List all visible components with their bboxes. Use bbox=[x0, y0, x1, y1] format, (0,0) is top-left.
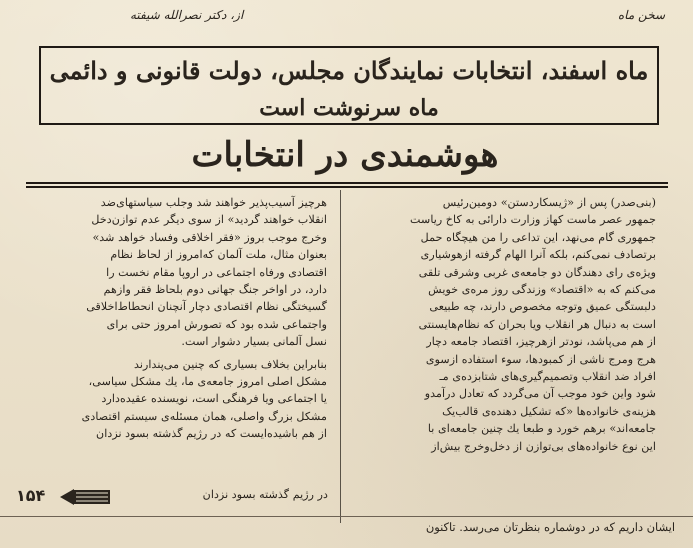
column-divider bbox=[340, 190, 341, 523]
text-line: بنابراین بخلاف بسیاری که چنین می‌پندارند bbox=[133, 357, 327, 371]
text-line: جامعه‌اند» برهم خورد و طبعا یك چنین جامعه‌ای با bbox=[427, 422, 656, 436]
text-line: واجتماعی شده بود که تصورش امروز حتی برای bbox=[106, 317, 327, 331]
text-line: اقتصادی ورفاه اجتماعی در اروپا مقام نخست را bbox=[106, 265, 327, 279]
text-line: دلبستگی عمیق وتوجه مخصوص دارند، چه طبیعی bbox=[429, 300, 656, 314]
text-line: افراد ضد انقلاب وتصمیم‌گیری‌های شتابزده‌ی مـ bbox=[439, 370, 656, 384]
text-line: انقلاب خواهند گردید» از سوی دیگر عدم توازن‌دخل bbox=[91, 213, 327, 227]
text-line: (بنی‌صدر) پس از «ژیسکاردستن» دومین‌رئیس bbox=[442, 196, 656, 209]
text-line: هزینه‌ی خانواده‌ها «که تشکیل دهنده‌ی قالب‌یک bbox=[442, 404, 656, 418]
title-rule-bottom bbox=[26, 186, 668, 188]
text-line: مشکل بزرگ واصلی، همان مسئله‌ی سیستم اقتصادی bbox=[81, 409, 327, 423]
headline-line-1: ماه اسفند، انتخابات نمایندگان مجلس، دولت قانونی و دائمی bbox=[49, 56, 649, 85]
text-line: هرچیز آسیب‌پذیر خواهند شد وجلب سیاستهای‌ضد bbox=[100, 196, 327, 209]
title-rule-top bbox=[26, 182, 668, 184]
headline-box bbox=[39, 46, 659, 125]
text-line: یا اجتماعی ویا فرهنگی است، نویسنده عقیده‌دارد bbox=[101, 392, 327, 406]
text-line: شود واین خود موجب آن می‌گردد که تعادل درآمدو bbox=[424, 387, 656, 401]
text-line: جمهور عصر ماست کهاز وزارت دارائی به کاخ ریاست bbox=[409, 213, 656, 227]
text-line: از هم باشیده‌ایست که در رژیم گذشته بسود نزدان bbox=[96, 427, 327, 441]
text-line: این نوع خانواده‌های بی‌توازن از دخل‌وخرج بیش‌از bbox=[431, 439, 656, 453]
text-line: ویژه‌ی رای دهندگان دو جامعه‌ی غربی وشرقی تلقی bbox=[418, 265, 656, 279]
text-line: است به دنبال هر انقلاب ویا بحران که نظام‌هایسنتی bbox=[418, 317, 656, 331]
text-line: نسل آلمانی بسیار دشوار است. bbox=[181, 335, 327, 349]
text-line: برتصادف نمی‌کنم، بلکه آنرا الهام گرفته ازهوشیاری bbox=[420, 248, 656, 262]
article-title: هوشمندی در انتخابات bbox=[191, 135, 499, 175]
continuation-text: در رژیم گذشته بسود نزدان bbox=[202, 488, 328, 501]
author-credit: از، دکتر نصرالله شیفته bbox=[130, 8, 244, 22]
text-line: از هم می‌پاشد، نودتر ازهرچیز، اقتصاد جامعه دچار bbox=[426, 335, 656, 349]
headline-line-2: ماه سرنوشت است bbox=[259, 95, 439, 121]
article-column-right bbox=[351, 194, 656, 455]
text-line: جمهوری گام می‌نهد، این تداعی را من هیچگاه حمل bbox=[420, 230, 656, 244]
text-line: مشکل اصلی امروز جامعه‌ی ما، يك مشکل سیاسی، bbox=[88, 375, 327, 389]
bottom-rule bbox=[0, 516, 693, 517]
article-column-left bbox=[14, 194, 327, 443]
text-line: هرج ومرج ناشی از کمبودها، سوء استفاده ازسوی bbox=[425, 352, 656, 366]
page-number: ۱۵۴ bbox=[16, 486, 46, 505]
text-line: دارد، در اواخر جنگ جهانی دوم بلحاظ فقر وازهم bbox=[103, 283, 327, 297]
text-line: گسیختگی نظام اقتصادی دچار آنچنان انحطاط‌اخلاقی bbox=[86, 300, 327, 314]
section-label: سخن ماه bbox=[617, 8, 665, 22]
arrow-left-icon bbox=[60, 489, 110, 505]
text-line: بعنوان مثال، ملت آلمان که‌امروز از لحاظ نظام bbox=[110, 248, 327, 262]
page-number-row bbox=[16, 486, 328, 508]
text-line: می‌کنم که به «اقتصاد» وزندگی روز مره‌ی خویش bbox=[428, 283, 656, 297]
text-line: وخرج موجب بروز «فقر اخلاقی وفساد خواهد شد» bbox=[92, 230, 327, 244]
footer-text: ایشان داریم که در دوشماره بنظرتان می‌رسد. تاکنون bbox=[425, 520, 675, 534]
